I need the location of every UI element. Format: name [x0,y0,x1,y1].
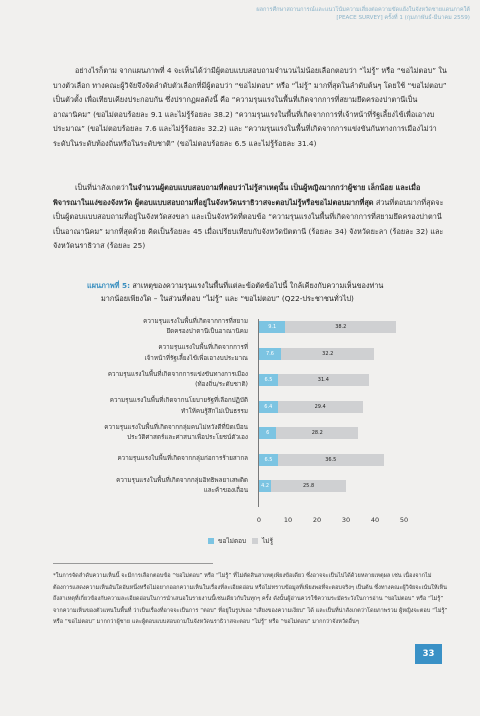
x-tick-label: 50 [399,516,409,524]
paragraph-2-lead: เป็นที่น่าสังเกตว่า [75,183,129,192]
bar-value-label: 31.4 [317,377,329,383]
category-label [70,343,248,364]
bar-value-label: 6 [266,430,270,436]
x-tick-label: 10 [283,516,293,524]
category-label-line: เจ้าหน้าที่รัฐเลี้ยงไข้เพื่อเอางบประมาณ [144,354,248,362]
bar-value-label: 6.5 [264,456,273,463]
running-header [180,6,470,22]
bar-no-answer [259,321,285,333]
bar-dont-know [281,348,374,360]
paragraph-2 [53,181,448,254]
bar-value-label: 6.4 [264,403,273,410]
legend-item [208,536,246,546]
bar-no-answer [259,427,276,439]
x-tick-label: 20 [312,516,322,524]
chart-title-text-1: สาเหตุของความรุนแรงในพื้นที่แต่ละข้อตัดข้อไปนี้ ใกล้เคียงกับความเห็นของท่าน [130,281,384,290]
chart-y-axis [258,319,259,507]
bar-value-label: 28.2 [311,430,323,436]
category-label-line: ความรุนแรงในพื้นที่เกิดจากกลุ่มคนไม่หวังดีที่บิดเบือน [104,423,248,431]
bar-value-label: 29.4 [314,403,326,410]
bar-dont-know [271,480,346,492]
x-tick-label: 40 [370,516,380,524]
category-label-line: ยึดครองปาตานีเป็นอาณานิคม [166,328,248,335]
bar-dont-know [285,321,396,333]
legend-swatch [208,538,214,544]
bar-value-label: 7.6 [266,350,274,357]
bar-value-label: 25.8 [303,483,315,489]
page-number: 33 [415,644,442,664]
bar-value-label: 9.1 [268,324,277,330]
bar-dont-know [276,427,358,439]
footnote-divider [53,563,213,564]
category-label-line: ความรุนแรงในพื้นที่เกิดจากกลุ่มก่อการร้ายสากล [117,455,248,463]
category-label [70,454,248,465]
category-label-line: ความรุนแรงในพื้นที่เกิดจากการที่ [158,344,248,351]
category-label [70,396,248,417]
category-label-line: ทำให้คนรู้สึกไม่เป็นธรรม [181,407,248,415]
category-label [70,423,248,444]
bar-value-label: 4.2 [261,483,270,489]
legend-item [252,536,273,546]
legend-swatch [252,538,258,544]
bar-value-label: 32.2 [322,350,334,357]
category-label-line: (ท้องถิ่น/ระดับชาติ) [195,381,248,388]
category-label [70,317,248,338]
bar-dont-know [278,454,384,466]
paragraph-1-text: อย่างไรก็ตาม จากแผนภาพที่ 4 จะเห็นได้ว่ามีผู้ตอบแบบสอบถามจำนวนไม่น้อยเลือกตอบว่า “ไม่รู้” หรือ “ขอไม่ตอบ” ในบางตัวเลือก ทางคณะผู้วิจัยจึงจัดลำดับตัวเลือกที่มีผู้ตอบว่า “ขอไม่ตอบ” หรือ “ไม่รู้” มากที่สุดในลำดับต้นๆ โดยใช้ “ขอไม่ตอบ” เป็นตัวตั้ง เพื่อเทียบเคียงประกอบกัน ซึ่งปรากฏผลดังนี้ คือ “ความรุนแรงในพื้นที่เกิดจากการที่สยามยึดครองปาตานีเป็นอาณานิคม” (ขอไม่ตอบร้อยละ 9.1 และไม่รู้ร้อยละ 38.2) “ความรุนแรงในพื้นที่เกิดจากการที่เจ้าหน้าที่รัฐเลี้ยงไข้เพื่อเอางบประมาณ” (ขอไม่ตอบร้อยละ 7.6 และไม่รู้ร้อยละ 32.2) และ “ความรุนแรงในพื้นที่เกิดจากการแข่งขันกันทางการเมืองไม่ว่าระดับในระดับท้องถิ่นหรือในระดับชาติ” (ขอไม่ตอบร้อยละ 6.5 และไม่รู้ร้อยละ 31.4) [53,66,447,148]
bar-dont-know [278,401,363,413]
header-line-1: ผลการศึกษาสถานการณ์และแนวโน้มความเสี่ยงต่อความขัดแย้งในจังหวัดชายแดนภาคใต้ [256,7,470,13]
bar-no-answer [259,480,271,492]
chart-title-label: แผนภาพที่ 5: [87,281,131,290]
footnote: *ในการจัดลำดับความเห็นนี้ จะมีการเลือกตอบข้อ “ขอไม่ตอบ” หรือ “ไม่รู้” ที่ไม่ตัดสินสาเหตุเพียงข้อเดียว ซึ่งอาจจะเป็นไปได้ด้วยหลายเหตุผล เช่น เนื่องจากไม่ต้องการแสดงความเห็นอันใดอันหนึ่งหรือไม่อยากออกความเห็นในเรื่องที่ละเอียดอ่อน หรือไม่ทราบข้อมูลที่เพียงพอที่จะตอบจริงๆ เป็นต้น ซึ่งทางคณะผู้วิจัยจะเน้นให้เห็นถึงสาเหตุที่เกี่ยวข้องกับความละเอียดอ่อนในการนำเสนอในรายงานนี้เช่นเดียวกับในทุกๆ ครั้ง ดังนั้นผู้อ่านควรใช้ความระมัดระวังในการอ่าน “ขอไม่ตอบ” หรือ “ไม่รู้” จากความเห็นของตัวแทนในพื้นที่ ว่าเป็นเรื่องที่อาจจะเป็นการ “ตอบ” ที่อยู่ในรูปของ “เสียงของความเงียบ” ได้ และเป็นที่น่าสังเกตว่าโดยภาพรวม ผู้หญิงจะตอบ “ไม่รู้” หรือ “ขอไม่ตอบ” มากกว่าผู้ชาย และผู้ตอบแบบสอบถามในจังหวัดนราธิวาสจะตอบ “ไม่รู้” หรือ “ขอไม่ตอบ” มากกว่าจังหวัดอื่นๆ [53,573,448,626]
category-label [70,476,248,497]
x-tick-label: 30 [341,516,351,524]
legend-label: ขอไม่ตอบ [218,537,247,545]
chart-title [87,279,417,305]
category-label-line: ความรุนแรงในพื้นที่เกิดจากนโยบายรัฐที่เลือกปฏิบัติ [109,397,248,404]
bar-no-answer [259,401,278,413]
category-label [70,370,248,391]
bar-dont-know [278,374,369,386]
paragraph-1 [53,64,448,152]
bar-value-label: 38.2 [335,324,347,330]
chart-title-text-2: มากน้อยเพียงใด – ในส่วนที่ตอบ “ไม่รู้” และ “ขอไม่ตอบ” (Q22-ประชาชนทั่วไป) [101,294,354,303]
x-tick-label: 0 [256,516,262,524]
bar-no-answer [259,374,278,386]
category-label-line: ประวัติศาสตร์และศาสนาเพื่อประโยชน์ตัวเอง [127,434,248,441]
header-line-2: [PEACE SURVEY] ครั้งที่ 1 (กุมภาพันธ์-มีนาคม 2559) [336,15,470,21]
bar-no-answer [259,348,281,360]
category-label-line: และค้าของเถื่อน [203,487,248,494]
paragraph-2-rest: ส่วนที่ตอบมากที่สุดจะเป็นผู้ตอบแบบสอบถามที่อยู่ในจังหวัดสงขลา และเป็นจังหวัดที่ตอบข้อ “ความรุนแรงในพื้นที่เกิดจากการที่สยามยึดครองปาตานีเป็นอาณานิคม” มากที่สุดด้วย คิดเป็นร้อยละ 45 เมื่อเปรียบเทียบกับจังหวัดปัตตานี (ร้อยละ 34) จังหวัดยะลา (ร้อยละ 32) และจังหวัดนราธิวาส (ร้อยละ 25) [53,197,444,251]
bar-no-answer [259,454,278,466]
paragraph-2-bold: ในจำนวนผู้ตอบแบบสอบถามที่ตอบว่าไม่รู้สาเหตุนั้น เป็นผู้หญิงมากกว่าผู้ชาย เล็กน้อย และเมื่อพิจารณาในแง่ของจังหวัด ผู้ตอบแบบสอบถามที่อยู่ในจังหวัดนราธิวาสจะตอบไม่รู้หรือขอไม่ตอบมากที่สุด [53,183,421,207]
legend-label: ไม่รู้ [262,537,274,545]
bar-value-label: 6.5 [264,377,273,383]
category-label-line: ความรุนแรงในพื้นที่เกิดจากการแข่งขันทางการเมือง [107,370,248,378]
bar-value-label: 36.5 [325,456,337,463]
category-label-line: ความรุนแรงในพื้นที่เกิดจากการที่สยาม [143,317,248,325]
category-label-line: ความรุนแรงในพื้นที่เกิดจากกลุ่มอิทธิพลยาเสพติด [116,476,248,484]
